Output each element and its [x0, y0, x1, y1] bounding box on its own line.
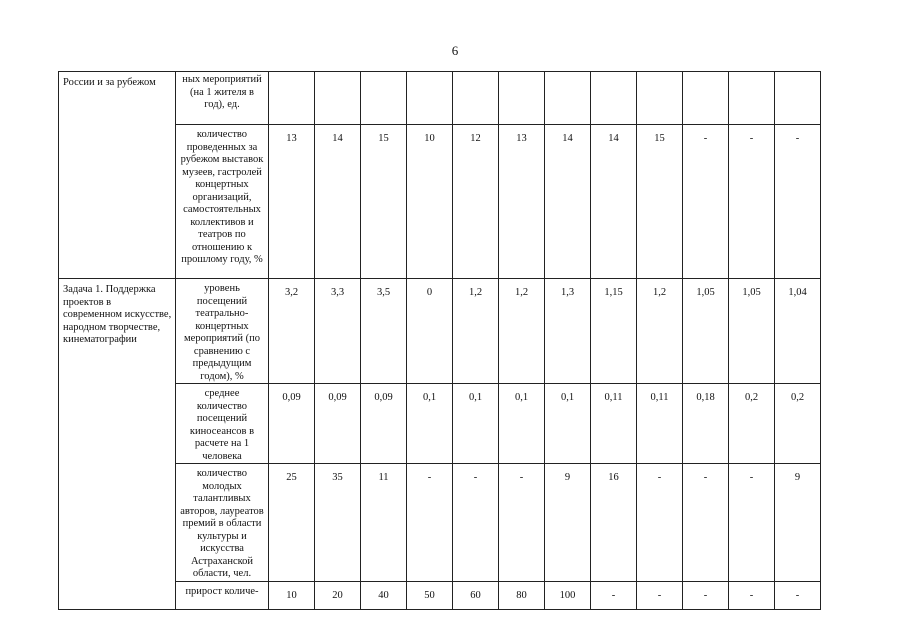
value-cell: -: [775, 125, 821, 279]
value-cell: [729, 72, 775, 125]
value-cell: 0,09: [269, 384, 315, 464]
value-cell: -: [591, 581, 637, 609]
value-cell: 13: [499, 125, 545, 279]
value-cell: 14: [315, 125, 361, 279]
value-cell: 1,2: [453, 279, 499, 384]
value-cell: 9: [775, 464, 821, 582]
value-cell: [315, 72, 361, 125]
value-cell: -: [637, 464, 683, 582]
value-cell: [545, 72, 591, 125]
value-cell: [407, 72, 453, 125]
value-cell: 25: [269, 464, 315, 582]
indicator-cell: количество молодых талантливых авторов, лауреатов премий в области культуры и искусства Астраханской области, чел.: [176, 464, 269, 582]
value-cell: 0,18: [683, 384, 729, 464]
value-cell: -: [683, 125, 729, 279]
value-cell: 3,3: [315, 279, 361, 384]
value-cell: 12: [453, 125, 499, 279]
value-cell: [453, 72, 499, 125]
value-cell: -: [453, 464, 499, 582]
value-cell: 1,2: [637, 279, 683, 384]
value-cell: 0,2: [775, 384, 821, 464]
value-cell: -: [729, 464, 775, 582]
value-cell: 100: [545, 581, 591, 609]
value-cell: [637, 72, 683, 125]
value-cell: 0,11: [637, 384, 683, 464]
value-cell: 15: [361, 125, 407, 279]
value-cell: 1,15: [591, 279, 637, 384]
value-cell: 1,05: [683, 279, 729, 384]
value-cell: [361, 72, 407, 125]
value-cell: 0,09: [315, 384, 361, 464]
indicators-table: [58, 71, 821, 610]
task-cell: Задача 1. Поддержка проектов в современном искусстве, народном творчестве, кинематографии: [59, 279, 176, 610]
value-cell: 10: [269, 581, 315, 609]
value-cell: [683, 72, 729, 125]
value-cell: 1,3: [545, 279, 591, 384]
value-cell: 15: [637, 125, 683, 279]
indicator-cell: прирост количе-: [176, 581, 269, 609]
value-cell: 0,2: [729, 384, 775, 464]
value-cell: -: [729, 125, 775, 279]
indicator-cell: ных мероприятий (на 1 жителя в год), ед.: [176, 72, 269, 125]
value-cell: 9: [545, 464, 591, 582]
value-cell: 3,2: [269, 279, 315, 384]
value-cell: 14: [591, 125, 637, 279]
value-cell: 14: [545, 125, 591, 279]
value-cell: 60: [453, 581, 499, 609]
value-cell: -: [637, 581, 683, 609]
indicator-cell: количество проведенных за рубежом выставок музеев, гастролей концертных организаций, самостоятельных коллективов и театров по отношению к прошлому году, %: [176, 125, 269, 279]
value-cell: 1,05: [729, 279, 775, 384]
value-cell: -: [683, 581, 729, 609]
value-cell: 1,04: [775, 279, 821, 384]
value-cell: 11: [361, 464, 407, 582]
value-cell: 1,2: [499, 279, 545, 384]
value-cell: -: [683, 464, 729, 582]
value-cell: [775, 72, 821, 125]
value-cell: 0,1: [499, 384, 545, 464]
value-cell: [499, 72, 545, 125]
value-cell: 0,09: [361, 384, 407, 464]
value-cell: 80: [499, 581, 545, 609]
value-cell: 13: [269, 125, 315, 279]
value-cell: 0,11: [591, 384, 637, 464]
value-cell: 0: [407, 279, 453, 384]
value-cell: [591, 72, 637, 125]
value-cell: 0,1: [453, 384, 499, 464]
value-cell: 16: [591, 464, 637, 582]
value-cell: 3,5: [361, 279, 407, 384]
value-cell: -: [499, 464, 545, 582]
task-cell: России и за рубежом: [59, 72, 176, 279]
value-cell: 10: [407, 125, 453, 279]
table-row: [59, 279, 821, 384]
value-cell: -: [407, 464, 453, 582]
value-cell: 35: [315, 464, 361, 582]
page-number: 6: [451, 43, 459, 58]
value-cell: [269, 72, 315, 125]
value-cell: 40: [361, 581, 407, 609]
value-cell: 20: [315, 581, 361, 609]
indicator-cell: уровень посещений театрально-концертных мероприятий (по сравнению с предыдущим годом), %: [176, 279, 269, 384]
value-cell: 0,1: [545, 384, 591, 464]
value-cell: -: [775, 581, 821, 609]
value-cell: 50: [407, 581, 453, 609]
value-cell: -: [729, 581, 775, 609]
value-cell: 0,1: [407, 384, 453, 464]
table-row: [59, 72, 821, 125]
indicator-cell: среднее количество посещений киносеансов в расчете на 1 человека: [176, 384, 269, 464]
